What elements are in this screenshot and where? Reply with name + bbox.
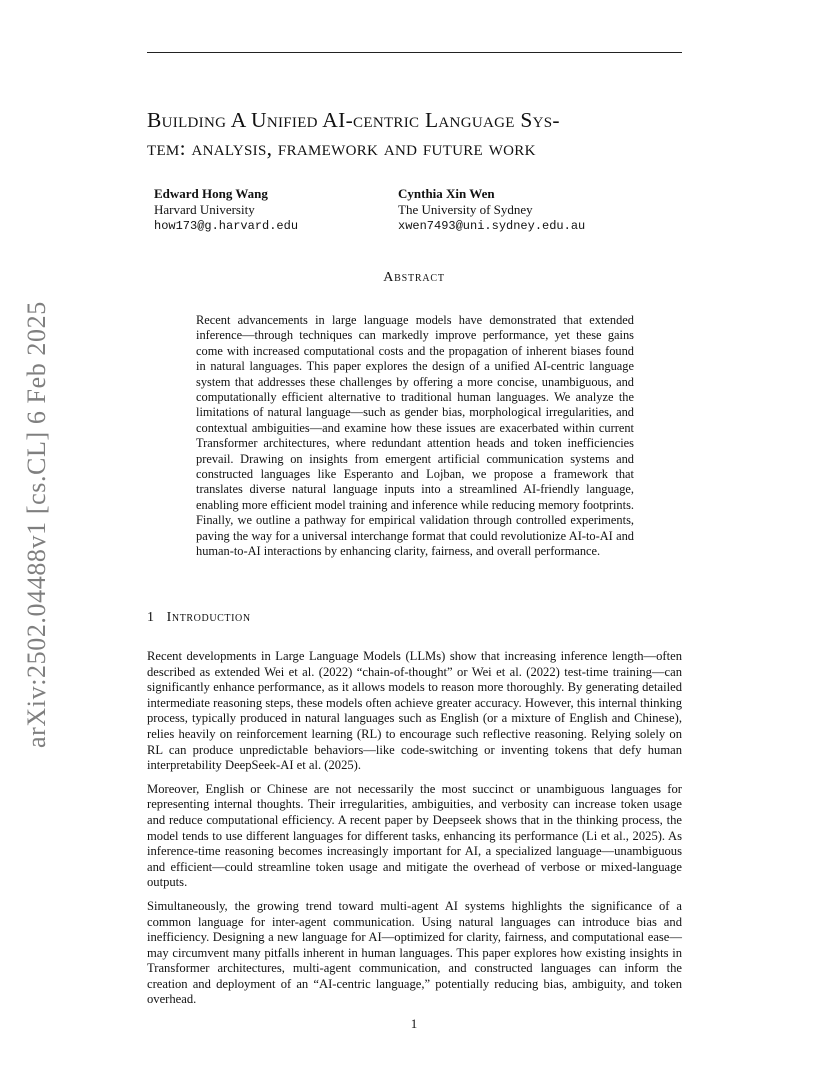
paper-title (147, 106, 692, 162)
author-email[interactable]: xwen7493@uni.sydney.edu.au (398, 219, 586, 233)
author-affiliation: Harvard University (154, 202, 255, 217)
body-paragraph: Recent developments in Large Language Models (LLMs) show that increasing inference length—often described as extended Wei et al. (2022) “chain-of-thought” or Wei et al. (2022) test-time training—can significantly enhance performance, as it allows models to reason more thoroughly. By generating detailed intermediate reasoning steps, these models often achieve greater accuracy. However, this internal thinking process, typically produced in natural languages such as English (or a mixture of English and Chinese), relies heavily on reinforcement learning (RL) to encourage such reflective reasoning. Relying solely on RL can produce unpredictable behaviors—like code-switching or inventing tokens that defy human interpretability DeepSeek-AI et al. (2025). (147, 649, 682, 773)
author-name: Cynthia Xin Wen (398, 186, 495, 201)
author-affiliation: The University of Sydney (398, 202, 533, 217)
section-body (147, 649, 682, 1016)
author-name: Edward Hong Wang (154, 186, 268, 201)
section-title: Introduction (166, 610, 251, 625)
section-heading (147, 610, 251, 626)
arxiv-stamp: arXiv:2502.04488v1 [cs.CL] 6 Feb 2025 (22, 301, 51, 748)
author-block-1 (154, 186, 298, 234)
abstract-text: Recent advancements in large language models have demonstrated that extended inference—through techniques can markedly improve performance, yet these gains come with increased computational costs and the propagation of inherent biases found in natural languages. This paper explores the design of a unified AI-centric language system that addresses these challenges by offering a more concise, unambiguous, and computationally efficient alternative to traditional human languages. We analyze the limitations of natural language—such as gender bias, morphological irregularities, and contextual ambiguities—and examine how these issues are exacerbated within current Transformer architectures, where redundant attention heads and token inefficiencies prevail. Drawing on insights from emergent artificial communication systems and constructed languages like Esperanto and Lojban, we propose a framework that translates diverse natural language inputs into a streamlined AI-friendly language, enabling more efficient model training and inference while reducing memory footprints. Finally, we outline a pathway for empirical validation through controlled experiments, paving the way for a universal interchange format that could revolutionize AI-to-AI and human-to-AI interactions by enhancing clarity, fairness, and overall performance. (196, 313, 634, 559)
title-line-1: Building A Unified AI-centric Language Sys- (147, 108, 560, 132)
abstract-heading: Abstract (383, 270, 445, 285)
author-block-2 (398, 186, 585, 234)
section-number: 1 (147, 610, 155, 625)
title-line-2: tem: analysis, framework and future work (147, 136, 536, 160)
body-paragraph: Simultaneously, the growing trend toward multi-agent AI systems highlights the significance of a common language for inter-agent communication. Using natural languages can introduce bias and inefficiency. Designing a new language for AI—optimized for clarity, fairness, and computational ease—may circumvent many pitfalls inherent in human languages. This paper explores how existing insights in Transformer architectures, multi-agent communication, and constructed languages can inform the creation and deployment of an “AI-centric language,” potentially reducing bias, ambiguity, and token overhead. (147, 898, 682, 1007)
author-email[interactable]: how173@g.harvard.edu (154, 219, 299, 233)
top-rule (147, 52, 682, 53)
page-number: 1 (410, 1016, 418, 1031)
body-paragraph: Moreover, English or Chinese are not necessarily the most succinct or unambiguous languages for representing internal thoughts. Their irregularities, ambiguities, and verbosity can increase token usage and reduce computational efficiency. A recent paper by Deepseek shows that in the thinking process, the model tends to use different languages for different tasks, enhancing its performance (Li et al., 2025). As inference-time reasoning becomes increasingly important for AI, a specialized language—unambiguous and efficient—could streamline token usage and mitigate the overhead of verbose or mixed-language outputs. (147, 781, 682, 890)
